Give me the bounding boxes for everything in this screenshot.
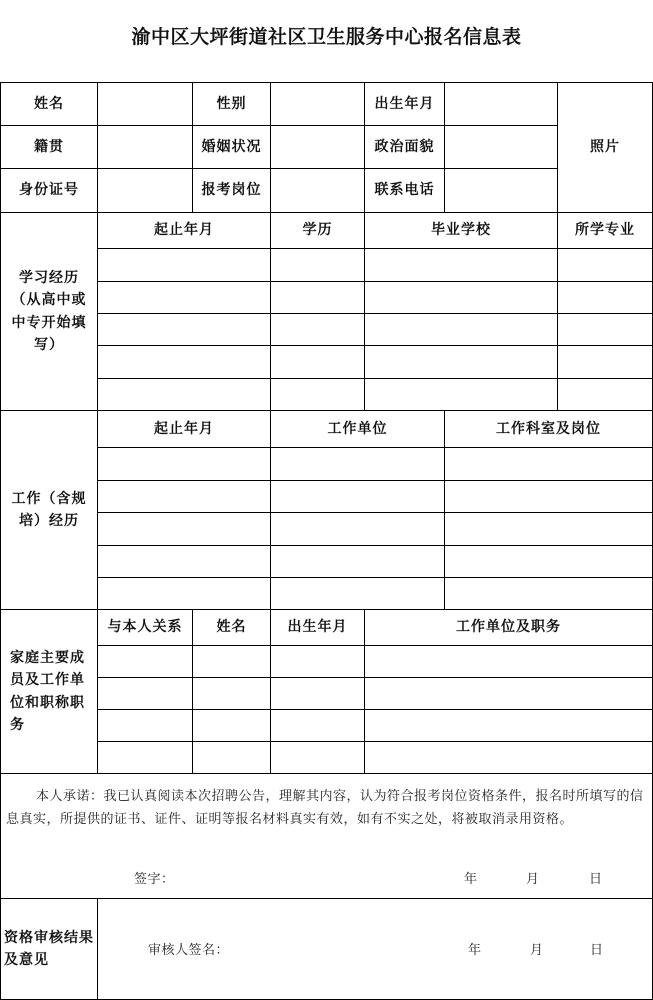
pledge-sign-label: 签字： [134, 872, 175, 887]
pledge-text: 本人承诺：我已认真阅读本次招聘公告，理解其内容，认为符合报考岗位资格条件，报名时所填写的信息真实，所提供的证书、证件、证明等报名材料真实有效，如有不实之处，将被取消录用资格。 [6, 789, 644, 827]
label-name: 姓名 [34, 95, 64, 112]
review-section-label: 资格审核结果及意见 [4, 929, 94, 968]
work-section-label: 工作（含规培）经历 [11, 490, 87, 529]
photo-box[interactable]: 照片 [590, 139, 620, 156]
family-header-birth: 出生年月 [287, 619, 348, 636]
education-section-label: 学习经历（从高中或中专开始填写） [11, 269, 87, 353]
label-birth: 出生年月 [374, 95, 435, 112]
work-header-dept-post: 工作科室及岗位 [496, 420, 601, 437]
edu-header-degree: 学历 [302, 222, 333, 239]
pledge-month: 月 [526, 872, 540, 887]
label-phone: 联系电话 [374, 182, 435, 199]
name-field[interactable] [98, 83, 192, 125]
phone-field[interactable] [445, 169, 557, 212]
edu-header-major: 所学专业 [575, 222, 635, 239]
pledge-year: 年 [464, 872, 478, 887]
review-sign-label: 审核人签名： [148, 943, 230, 958]
position-field[interactable] [271, 169, 364, 212]
work-header-employer: 工作单位 [327, 420, 388, 437]
political-field[interactable] [445, 126, 557, 168]
marital-field[interactable] [271, 126, 364, 168]
edu-header-school: 毕业学校 [431, 222, 491, 239]
reviewer-signature-field[interactable] [240, 936, 450, 962]
family-section-label: 家庭主要成员及工作单位和职称职务 [10, 649, 85, 733]
review-year: 年 [468, 943, 482, 958]
birth-field[interactable] [445, 83, 557, 125]
family-header-relation: 与本人关系 [107, 619, 183, 636]
label-gender: 性别 [216, 95, 247, 112]
label-id-number: 身份证号 [19, 182, 79, 199]
edu-header-period: 起止年月 [154, 222, 214, 239]
form-title: 渝中区大坪街道社区卫生服务中心报名信息表 [131, 26, 522, 48]
family-header-name: 姓名 [216, 619, 247, 636]
native-field[interactable] [98, 126, 192, 168]
family-header-employer-title: 工作单位及职务 [456, 619, 561, 636]
label-marital: 婚姻状况 [201, 138, 262, 155]
work-header-period: 起止年月 [154, 420, 214, 437]
gender-field[interactable] [271, 83, 364, 125]
label-position: 报考岗位 [201, 182, 262, 199]
review-day: 日 [590, 943, 604, 958]
pledge-signature-field[interactable] [180, 866, 450, 892]
id-number-field[interactable] [98, 169, 192, 212]
pledge-day: 日 [589, 872, 603, 887]
label-political: 政治面貌 [374, 138, 435, 155]
label-native: 籍贯 [34, 138, 64, 155]
review-month: 月 [530, 943, 544, 958]
